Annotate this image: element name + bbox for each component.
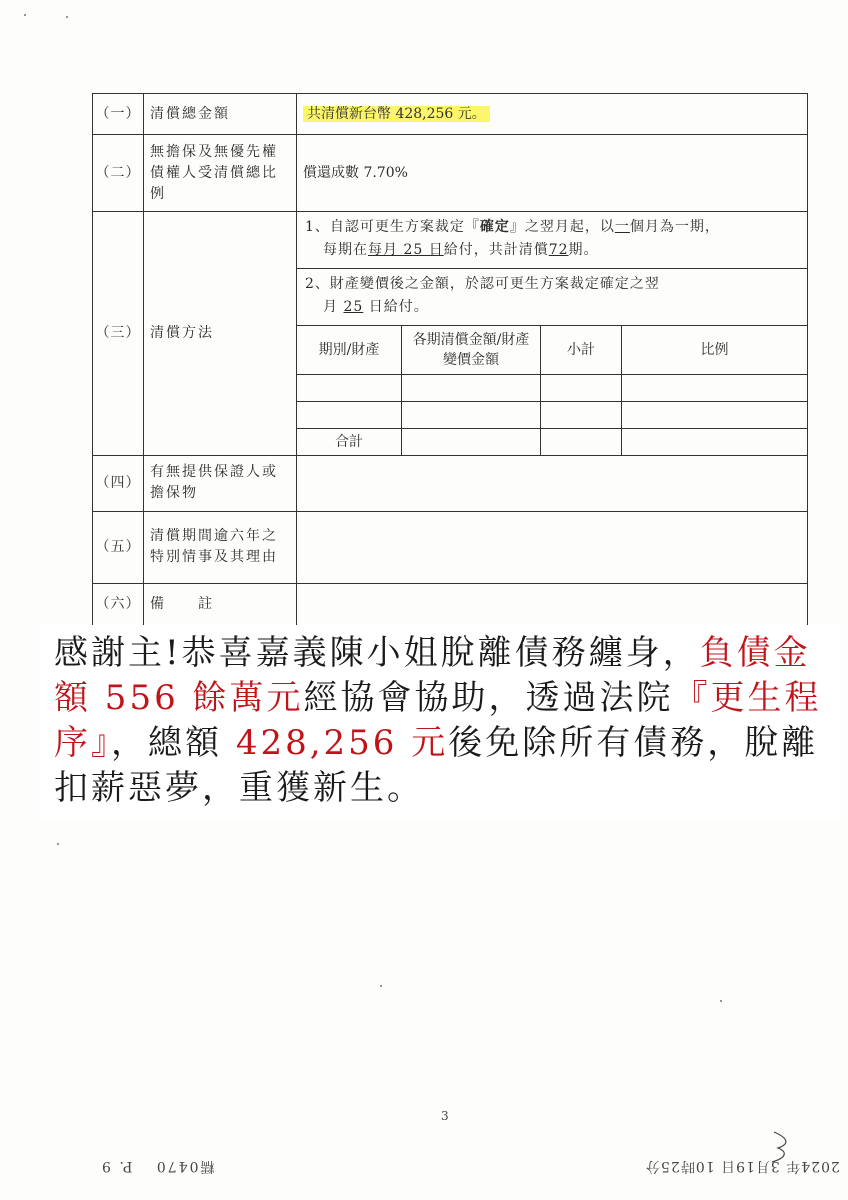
- text: 個月為一期，: [629, 219, 720, 235]
- scan-speck: [24, 14, 26, 16]
- row-label: 有無提供保證人或擔保物: [144, 455, 297, 511]
- caption-text: ，總額: [111, 723, 236, 763]
- text: 1、自認可更生方案裁定『: [305, 219, 480, 235]
- caption-text: 經協會協助，透過法院: [303, 678, 674, 718]
- text-underlined: 每月 25 日: [368, 242, 444, 258]
- text: 日給付。: [368, 299, 429, 315]
- testimony-caption: [40, 625, 840, 819]
- row-value: [297, 511, 808, 583]
- row-remarks: [93, 583, 808, 625]
- row-number: （二）: [93, 135, 144, 212]
- debt-repayment-table: [92, 93, 808, 625]
- table-cell: [541, 401, 622, 428]
- row-value: [297, 583, 808, 625]
- table-cell: [402, 401, 541, 428]
- row-number: （三）: [93, 212, 144, 456]
- text-bold: 確定: [479, 219, 510, 235]
- row-repayment-method: [93, 212, 808, 456]
- row-label: 無擔保及無優先權債權人受清償總比例: [144, 135, 297, 212]
- page-number: 3: [441, 1109, 449, 1123]
- column-header: 期別/財產: [297, 326, 402, 374]
- row-number: （四）: [93, 455, 144, 511]
- table-cell: [402, 374, 541, 401]
- text: 2、財產變價後之金額，於認可更生方案裁定確定之翌: [305, 276, 660, 292]
- scan-speck: [720, 1000, 722, 1002]
- scan-speck: [380, 985, 382, 987]
- table-cell: [541, 428, 622, 455]
- table-cell: [622, 428, 808, 455]
- row-repayment-ratio: [93, 135, 808, 212]
- row-total-amount: [93, 94, 808, 135]
- table-cell: [541, 374, 622, 401]
- row-label: 清償總金額: [144, 94, 297, 135]
- table-cell: [297, 401, 402, 428]
- row-label: 清償方法: [144, 212, 297, 456]
- caption-text: 後免除所有債務，脫離扣薪惡夢，重獲新生。: [54, 723, 819, 808]
- text: 』之翌月起，以: [509, 219, 615, 235]
- method-item-1: [297, 212, 807, 269]
- table-cell: [622, 374, 808, 401]
- caption-text: 感謝主!恭喜嘉義陳小姐脫離債務纏身，: [54, 633, 700, 673]
- method-item-2: [297, 269, 807, 326]
- row-label: 清償期間逾六年之特別情事及其理由: [144, 511, 297, 583]
- row-number: （六）: [93, 583, 144, 625]
- fax-header-left: 糯0470 P. 9: [100, 1158, 215, 1174]
- row-number: （一）: [93, 94, 144, 135]
- text-underlined: 25: [343, 299, 364, 315]
- row-number: （五）: [93, 511, 144, 583]
- column-header: 各期清償金額/財產變價金額: [402, 326, 541, 374]
- column-header: 比例: [622, 326, 808, 374]
- text: 期。: [568, 242, 599, 258]
- row-label: 備 註: [144, 583, 297, 625]
- table-cell: [402, 428, 541, 455]
- scan-speck: [57, 843, 59, 845]
- row-value: [297, 455, 808, 511]
- fax-header-timestamp: 2024年 3月19日 10時25分: [645, 1158, 840, 1174]
- method-cell: [297, 212, 808, 456]
- text-underlined: 72: [548, 242, 569, 258]
- caption-highlight: 『更生程序』: [54, 678, 822, 763]
- text: 月: [323, 299, 338, 315]
- installment-table: [297, 326, 807, 455]
- text: 給付，共計清償: [443, 242, 549, 258]
- text: 每期在: [323, 242, 368, 258]
- caption-highlight: 428,256 元: [235, 723, 449, 763]
- total-label: 合計: [297, 428, 402, 455]
- text-underlined: 一: [614, 219, 630, 235]
- highlighted-total: 共清償新台幣 428,256 元。: [303, 106, 490, 122]
- scan-speck: [66, 16, 68, 18]
- table-cell: [297, 374, 402, 401]
- column-header: 小計: [541, 326, 622, 374]
- row-value: [297, 94, 808, 135]
- row-value: 償還成數 7.70%: [297, 135, 808, 212]
- caption-highlight: 負債金額 556 餘萬元: [54, 633, 811, 718]
- row-special-reason: [93, 511, 808, 583]
- handwritten-mark-icon: [768, 1128, 798, 1168]
- row-guarantor: [93, 455, 808, 511]
- table-cell: [622, 401, 808, 428]
